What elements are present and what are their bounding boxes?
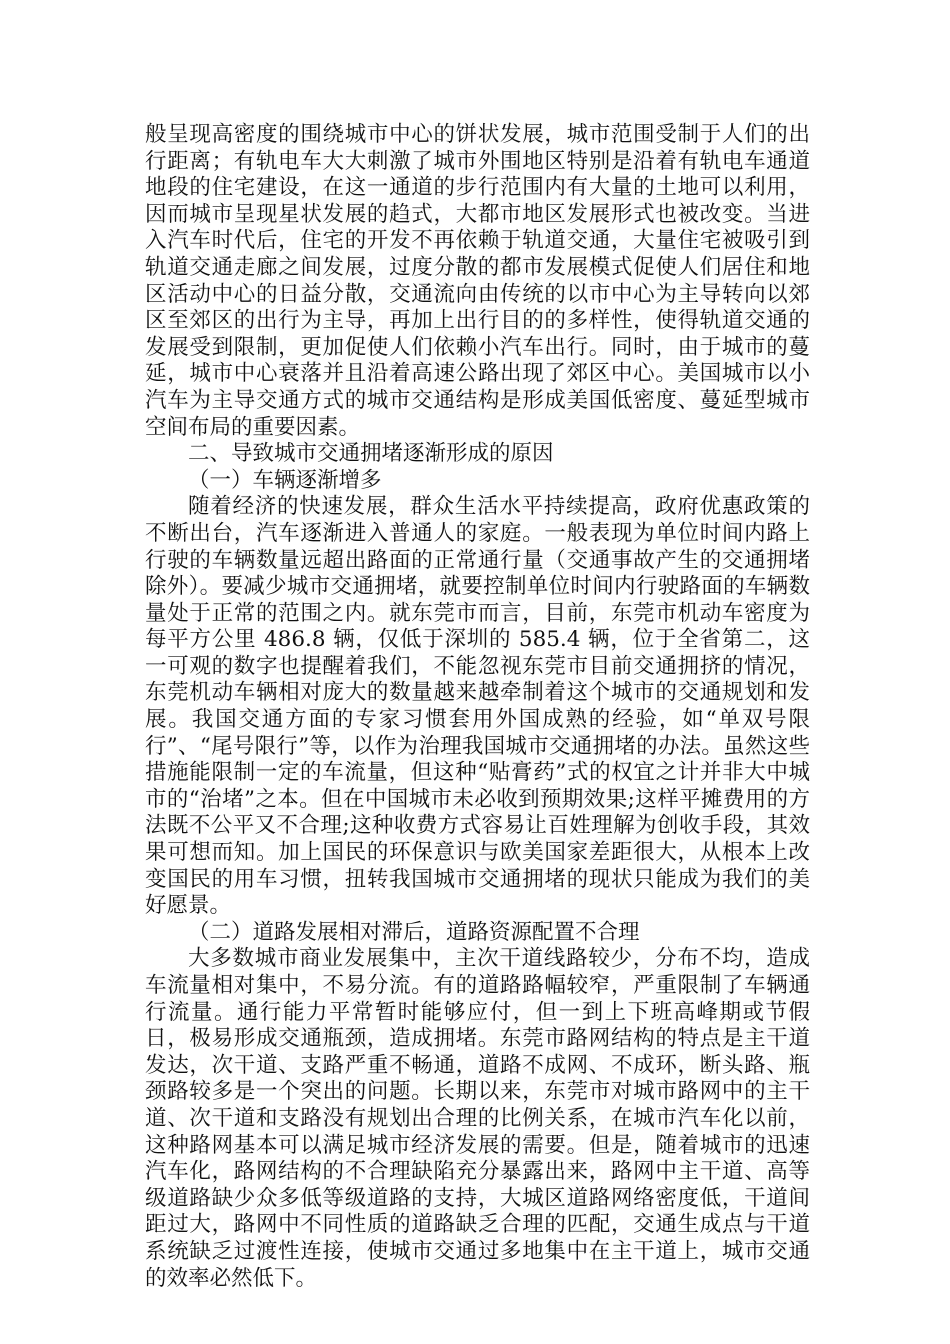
section-heading-2: 二、导致城市交通拥堵逐渐形成的原因 — [188, 441, 554, 467]
body-paragraph-2: 随着经济的快速发展，群众生活水平持续提高，政府优惠政策的不断出台，汽车逐渐进入普通人的家庭。一般表现为单位时间内路上行驶的车辆数量远超出路面的正常通行量（交通事故产生的交通拥堵除外）。要减少城市交通拥堵，就要控制单位时间内行驶路面的车辆数量处于正常的范围之内。就东莞市而言，目前，东莞市机动车密度为每平方公里 486.8 辆，仅低于深圳的 585.4 辆，位于全省第二，这一可观的数字也提醒着我们，不能忽视东莞市目前交通拥挤的情况，东莞机动车辆相对庞大的数量越来越牵制着这个城市的交通规划和发展。我国交通方面的专家习惯套用外国成熟的经验，如“单双号限行”、“尾号限行”等，以作为治理我国城市交通拥堵的办法。虽然这些措施能限制一定的车流量，但这种“贴膏药”式的权宜之计并非大中城市的“治堵”之本。但在中国城市未必收到预期效果;这样平摊费用的方法既不公平又不合理;这种收费方式容易让百姓理解为创收手段，其效果可想而知。加上国民的环保意识与欧美国家差距很大，从根本上改变国民的用车习惯，扭转我国城市交通拥堵的现状只能成为我们的美好愿景。 — [145, 494, 810, 919]
subsection-heading-1: （一）车辆逐渐增多 — [188, 467, 382, 493]
body-paragraph-3: 大多数城市商业发展集中，主次干道线路较少，分布不均，造成车流量相对集中，不易分流。有的道路路幅较窄，严重限制了车辆通行流量。通行能力平常暂时能够应付，但一到上下班高峰期或节假日，极易形成交通瓶颈，造成拥堵。东莞市路网结构的特点是主干道发达，次干道、支路严重不畅通，道路不成网、不成环，断头路、瓶颈路较多是一个突出的问题。长期以来，东莞市对城市路网中的主干道、次干道和支路没有规划出合理的比例关系，在城市汽车化以前，这种路网基本可以满足城市经济发展的需要。但是，随着城市的迅速汽车化，路网结构的不合理缺陷充分暴露出来，路网中主干道、高等级道路缺少众多低等级道路的支持，大城区道路网络密度低，干道间距过大，路网中不同性质的道路缺乏合理的匹配，交通生成点与干道系统缺乏过渡性连接，使城市交通过多地集中在主干道上，城市交通的效率必然低下。 — [145, 946, 810, 1291]
subsection-heading-2: （二）道路发展相对滞后，道路资源配置不合理 — [188, 919, 640, 945]
body-paragraph-1: 般呈现高密度的围绕城市中心的饼状发展，城市范围受制于人们的出行距离；有轨电车大大刺激了城市外围地区特别是沿着有轨电车通道地段的住宅建设，在这一通道的步行范围内有大量的土地可以利用，因而城市呈现星状发展的趋式，大都市地区发展形式也被改变。当进入汽车时代后，住宅的开发不再依赖于轨道交通，大量住宅被吸引到轨道交通走廊之间发展，过度分散的都市发展模式促使人们居住和地区活动中心的日益分散，交通流向由传统的以市中心为主导转向以郊区至郊区的出行为主导，再加上出行目的的多样性，使得轨道交通的发展受到限制，更加促使人们依赖小汽车出行。同时，由于城市的蔓延，城市中心衰落并且沿着高速公路出现了郊区中心。美国城市以小汽车为主导交通方式的城市交通结构是形成美国低密度、蔓延型城市空间布局的重要因素。 — [145, 122, 810, 440]
document-page — [145, 122, 810, 1292]
